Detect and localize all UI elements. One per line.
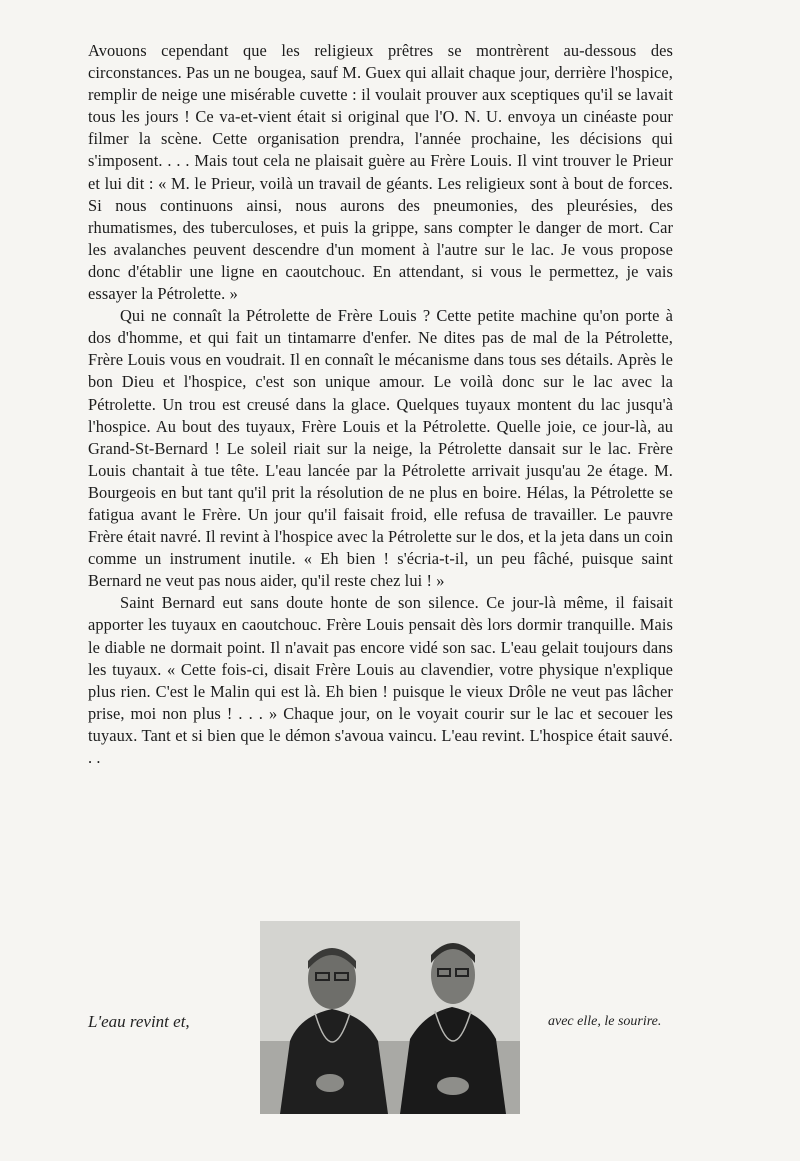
body-text [88,40,673,769]
photo-illustration [260,921,520,1114]
paragraph: Avouons cependant que les religieux prêtres se montrèrent au-dessous des circonstances. Pas un ne bougea, sauf M. Guex qui allait chaque jour, derrière l'hospice, remplir de neige une misérable cuvette : il voulait prouver aux sceptiques qu'il se lavait tous les jours ! Ce va-et-vient était si original que l'O. N. U. envoya un cinéaste pour filmer la scène. Cette organisation prendra, l'année prochaine, les décisions qui s'imposent. . . . Mais tout cela ne plaisait guère au Frère Louis. Il vint trouver le Prieur et lui dit : « M. le Prieur, voilà un travail de géants. Les religieux sont à bout de forces. Si nous continuons ainsi, nous aurons des pneumonies, des pleurésies, des rhumatismes, des tuberculoses, et puis la grippe, sans compter le danger de mort. Car les avalanches peuvent descendre d'un moment à l'autre sur le lac. Je vous propose donc d'établir une ligne en caoutchouc. En attendant, si vous le permettez, je vais essayer la Pétrolette. » [88,41,673,304]
caption-left: L'eau revint et, [88,1012,190,1031]
caption-right: avec elle, le sourire. [548,1014,662,1029]
paragraph: Qui ne connaît la Pétrolette de Frère Louis ? Cette petite machine qu'on porte à dos d'homme, et qui fait un tintamarre d'enfer. Ne dites pas de mal de la Pétrolette, Frère Louis vous en voudrait. Il en connaît le mécanisme dans tous ses détails. Après le bon Dieu et l'hospice, c'est son unique amour. Le voilà donc sur le lac avec la Pétrolette. Un trou est creusé dans la glace. Quelques tuyaux montent du lac jusqu'à l'hospice. Au bout des tuyaux, Frère Louis et la Pétrolette. Quelle joie, ce jour-là, au Grand-St-Bernard ! Le soleil riait sur la neige, la Pétrolette dansait sur le lac. Frère Louis chantait à tue tête. L'eau lancée par la Pétrolette arrivait jusqu'au 2e étage. M. Bourgeois en but tant qu'il prit la résolution de ne plus en boire. Hélas, la Pétrolette se fatigua avant le Frère. Un jour qu'il faisait froid, elle refusa de travailler. Le pauvre Frère était navré. Il revint à l'hospice avec la Pétrolette sur le dos, et la jeta dans un coin comme un instrument inutile. « Eh bien ! s'écria-t-il, un peu fâché, puisque saint Bernard ne veut pas nous aider, qu'il reste chez lui ! » [88,306,673,591]
paragraph: Saint Bernard eut sans doute honte de son silence. Ce jour-là même, il faisait apporter les tuyaux en caoutchouc. Frère Louis pensait dès lors dormir tranquille. Mais le diable ne dormait point. Il n'avait pas encore vidé son sac. L'eau gelait toujours dans les tuyaux. « Cette fois-ci, disait Frère Louis au clavendier, votre physique n'explique plus rien. C'est le Malin qui est là. Eh bien ! puisque le vieux Drôle ne veut pas lâcher prise, moi non plus ! . . . » Chaque jour, on le voyait courir sur le lac et secouer les tuyaux. Tant et si bien que le démon s'avoua vaincu. L'eau revint. L'hospice était sauvé. . . [88,593,673,767]
photo-two-priests [260,921,520,1114]
